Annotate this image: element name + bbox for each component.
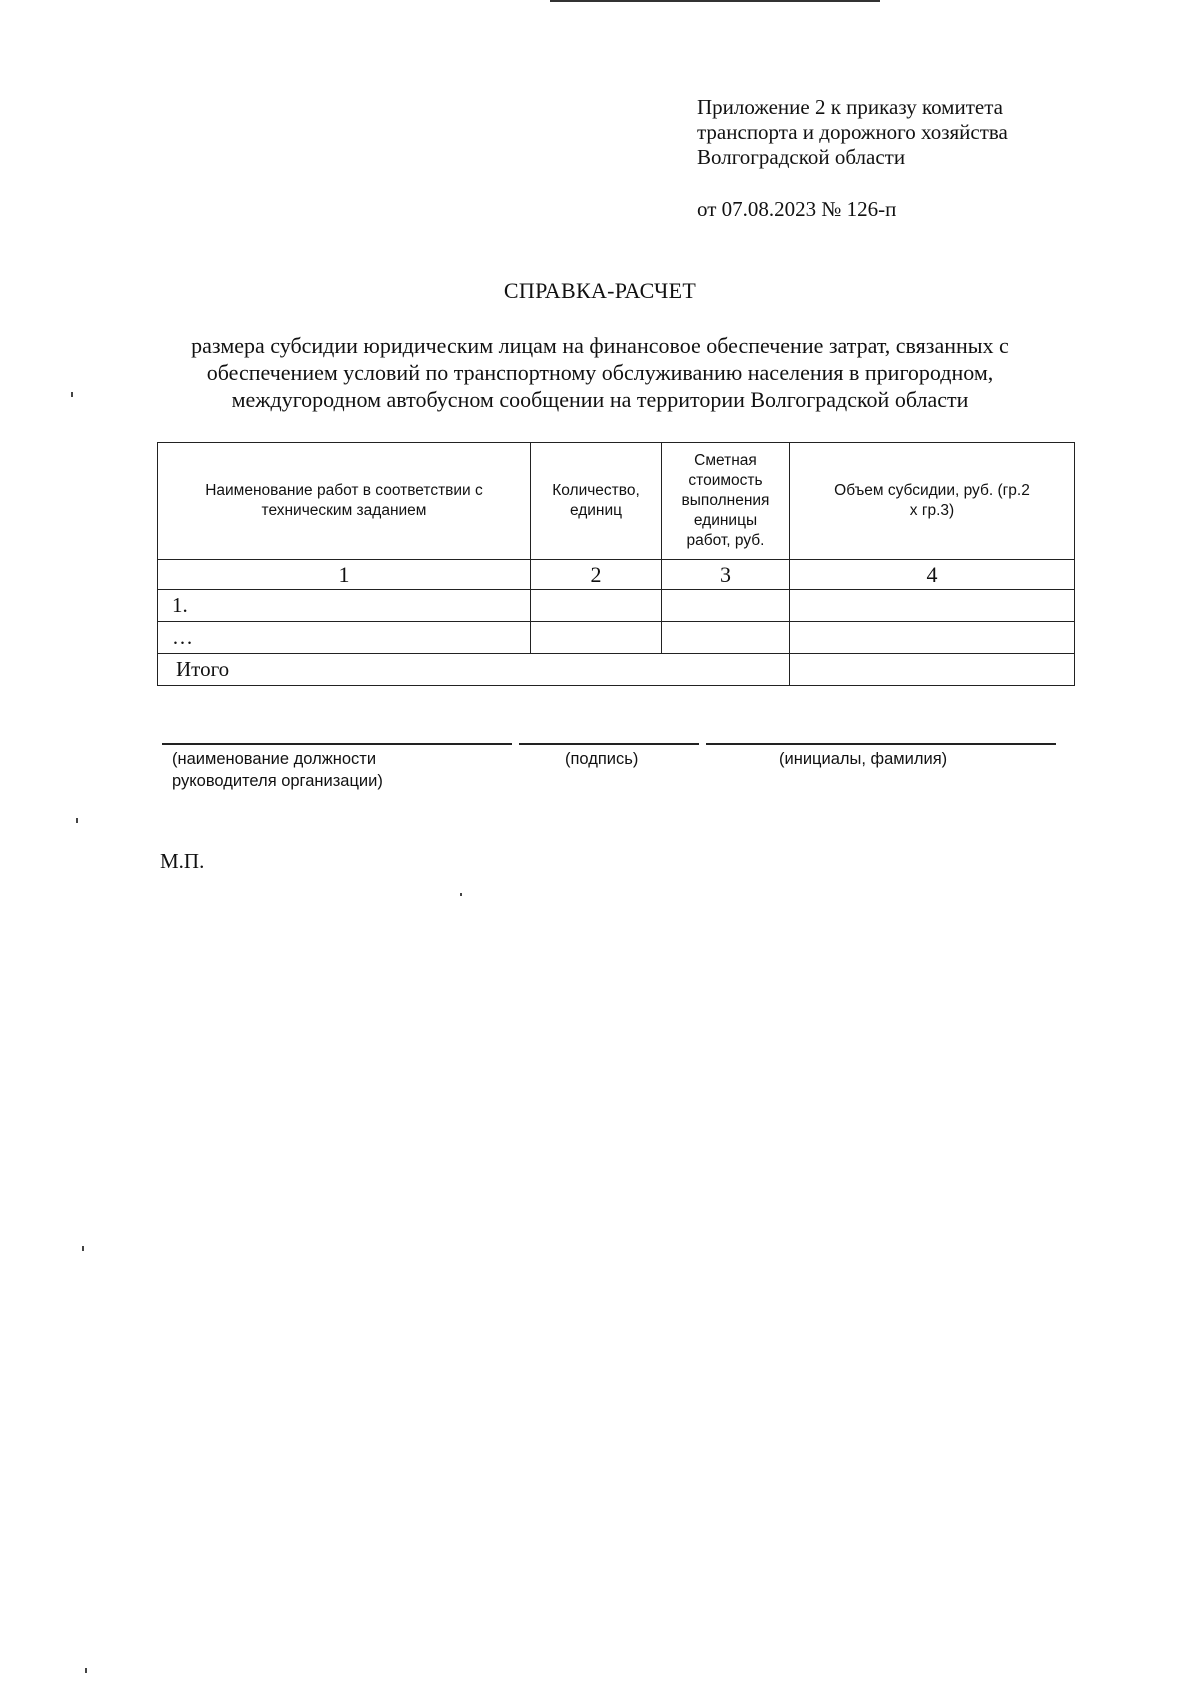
table-cell [662,622,790,654]
table-row [158,590,1075,622]
table-header-row [158,443,1075,560]
total-value [790,654,1075,686]
column-number: 4 [790,560,1075,590]
document-title: СПРАВКА-РАСЧЕТ [503,278,697,303]
subtitle-line: обеспечением условий по транспортному обслуживанию населения в пригородном, [206,360,994,385]
calculation-table [157,442,1075,686]
signature-caption: (подпись) [565,750,639,768]
table-cell: 1. [158,590,531,622]
table-cell [531,590,662,622]
column-number: 2 [531,560,662,590]
table-cell [790,590,1075,622]
header-unit-cost: Сметная стоимость выполнения единицы работ, руб. [662,443,790,560]
signature-line [519,743,699,745]
order-reference: от 07.08.2023 № 126-п [697,197,897,221]
header-work-name: Наименование работ в соответствии с техническим заданием [158,443,531,560]
subtitle-line: размера субсидии юридическим лицам на финансовое обеспечение затрат, связанных с [191,333,1009,358]
table-row [158,622,1075,654]
scan-edge-line [550,0,880,2]
table-cell [662,590,790,622]
appendix-line: транспорта и дорожного хозяйства [697,120,1008,144]
table-cell [531,622,662,654]
total-label: Итого [158,654,790,686]
column-number: 1 [158,560,531,590]
position-line [162,743,512,745]
column-number: 3 [662,560,790,590]
appendix-line: Волгоградской области [697,145,906,169]
position-caption: (наименование должности руководителя организации) [172,750,383,790]
scan-speck [76,818,78,823]
name-caption: (инициалы, фамилия) [779,750,948,768]
scan-speck [460,893,462,896]
header-quantity: Количество, единиц [531,443,662,560]
appendix-line: Приложение 2 к приказу комитета [697,95,1003,119]
document-subtitle [120,332,1080,413]
scan-speck [71,392,73,397]
appendix-note [697,95,1008,170]
name-line [706,743,1056,745]
subtitle-line: междугородном автобусном сообщении на территории Волгоградской области [231,387,969,412]
table-cell [790,622,1075,654]
table-cell: … [158,622,531,654]
header-subsidy-volume: Объем субсидии, руб. (гр.2 х гр.3) [790,443,1075,560]
total-row [158,654,1075,686]
scan-speck [85,1668,87,1673]
stamp-place: М.П. [160,849,205,873]
scan-speck [82,1246,84,1251]
column-number-row [158,560,1075,590]
